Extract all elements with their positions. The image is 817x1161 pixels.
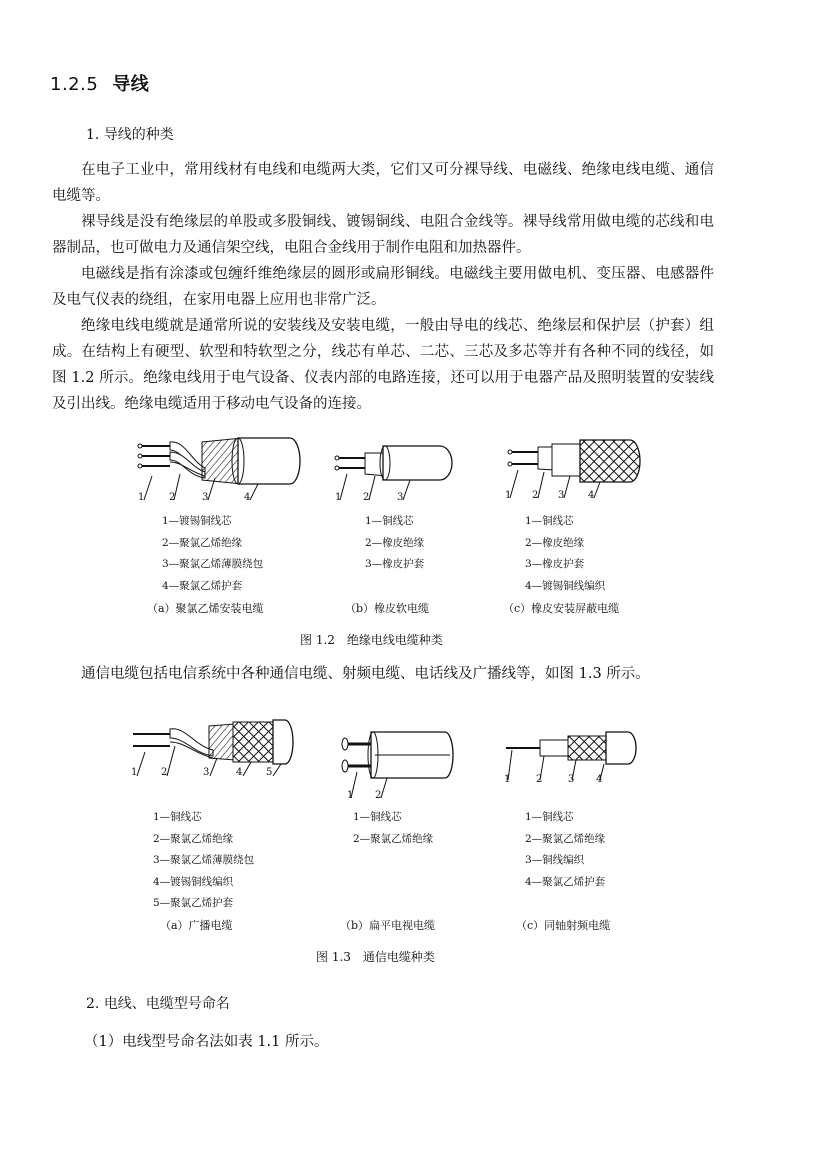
caption-1-3-c: （c）同轴射频电缆 (516, 919, 611, 932)
label-13c-1: 1 (504, 774, 511, 785)
cable-drawing-1-3-c (500, 726, 650, 788)
subheading-2-title: 电线、电缆型号命名 (103, 996, 230, 1012)
caption-1-2-a: （a）聚氯乙烯安装电缆 (147, 602, 264, 615)
paragraph-3: 电磁线是指有涂漆或包缠纤维绝缘层的圆形或扁形铜线。电磁线主要用做电机、变压器、电感器件及电气仪表的绕组，在家用电器上应用也非常广泛。 (52, 266, 714, 308)
label-13a-4: 4 (236, 767, 243, 778)
subheading-1-title: 导线的种类 (103, 127, 174, 143)
label-c-3: 3 (558, 490, 565, 501)
paragraph-2: 裸导线是没有绝缘层的单股或多股铜线、镀锡铜线、电阻合金线等。裸导线常用做电缆的芯线和电器制品，也可做电力及通信架空线，电阻合金线用于制作电阻和加热器件。 (52, 214, 714, 256)
paragraph-4: 绝缘电线电缆就是通常所说的安装线及安装电缆，一般由导电的线芯、绝缘层和保护层（护套）组成。在结构上有硬型、软型和特软型之分，线芯有单芯、二芯、三芯及多芯等并有各种不同的线径，如图 1.2 所示。绝缘电线用于电气设备、仪表内部的电路连接，还可以用于电器产品及照明装置的安装线及引出线。绝缘电缆适用于移动电气设备的连接。 (52, 318, 714, 412)
caption-1-2-c: （c）橡皮安装屏蔽电缆 (503, 602, 620, 615)
section-heading (50, 70, 149, 96)
label-b-1: 1 (335, 492, 342, 503)
label-a-3: 3 (202, 492, 209, 503)
label-c-4: 4 (588, 490, 595, 501)
legend-1-3-c: 1—铜线芯 2—聚氯乙烯绝缘 3—铜线编织 4—聚氯乙烯护套 (525, 811, 606, 888)
subheading-1-number: 1. (86, 127, 100, 143)
label-13b-1: 1 (347, 790, 354, 801)
list-item-1: （1）电线型号命名法如表 1.1 所示。 (84, 1034, 329, 1050)
label-13a-1: 1 (131, 767, 138, 778)
section-title: 导线 (112, 74, 150, 95)
cable-drawing-c (500, 436, 650, 504)
legend-1-3-b: 1—铜线芯 2—聚氯乙烯绝缘 (353, 811, 434, 845)
label-c-2: 2 (532, 490, 539, 501)
legend-1-2-a: 1—镀锡铜线芯 2—聚氯乙烯绝缘 3—聚氯乙烯薄膜绕包 4—聚氯乙烯护套 (162, 515, 264, 592)
cable-drawing-1-3-a (125, 716, 305, 780)
cable-drawing-b (325, 440, 465, 504)
caption-1-3-b: （b）扁平电视电缆 (340, 919, 436, 932)
label-c-1: 1 (505, 490, 512, 501)
label-b-3: 3 (397, 492, 404, 503)
paragraph-5: 通信电缆包括电信系统中各种通信电缆、射频电缆、电话线及广播线等，如图 1.3 所示。 (81, 666, 650, 682)
caption-1-3-a: （a）广播电缆 (160, 919, 233, 932)
subheading-1 (86, 124, 174, 144)
label-13a-3: 3 (203, 767, 210, 778)
label-13c-2: 2 (536, 774, 543, 785)
label-13b-2: 2 (375, 790, 382, 801)
label-a-4: 4 (244, 492, 251, 503)
cable-drawing-a (130, 432, 310, 504)
label-a-2: 2 (169, 492, 176, 503)
figure-1-2-caption: 图 1.2 绝缘电线电缆种类 (300, 633, 443, 647)
label-13c-3: 3 (568, 774, 575, 785)
label-13a-2: 2 (161, 767, 168, 778)
legend-1-2-c: 1—铜线芯 2—橡皮绝缘 3—橡皮护套 4—镀锡铜线编织 (525, 515, 606, 592)
label-b-2: 2 (363, 492, 370, 503)
label-13a-5: 5 (266, 767, 273, 778)
label-a-1: 1 (138, 492, 145, 503)
caption-1-2-b: （b）橡皮软电缆 (345, 602, 430, 615)
label-13c-4: 4 (596, 774, 603, 785)
paragraph-1: 在电子工业中，常用线材有电线和电缆两大类，它们又可分裸导线、电磁线、绝缘电线电缆、通信电缆等。 (52, 162, 714, 204)
subheading-2 (86, 993, 230, 1013)
section-number: 1.2.5 (50, 74, 99, 95)
legend-1-2-b: 1—铜线芯 2—橡皮绝缘 3—橡皮护套 (365, 515, 425, 570)
cable-drawing-1-3-b (335, 722, 465, 802)
subheading-2-number: 2. (86, 996, 100, 1012)
legend-1-3-a: 1—铜线芯 2—聚氯乙烯绝缘 3—聚氯乙烯薄膜绕包 4—镀锡铜线编织 5—聚氯乙烯护套 (153, 811, 255, 909)
figure-1-3-caption: 图 1.3 通信电缆种类 (316, 950, 435, 964)
